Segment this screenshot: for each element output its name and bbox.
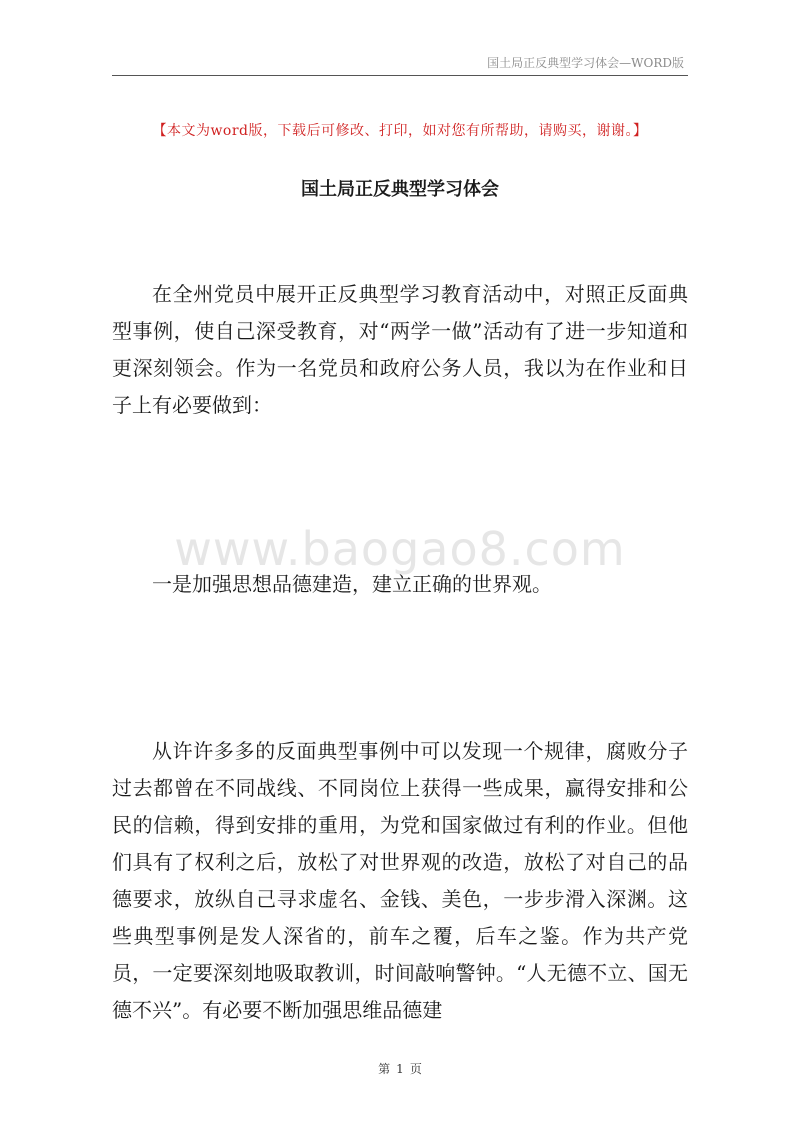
document-title: 国土局正反典型学习体会 xyxy=(301,179,499,200)
footer-suffix: 页 xyxy=(409,1062,422,1076)
footer-prefix: 第 xyxy=(378,1062,391,1076)
running-header: 国土局正反典型学习体会—WORD版 xyxy=(487,56,684,70)
page-number: 1 xyxy=(396,1062,404,1076)
paragraph-body: 从许许多多的反面典型事例中可以发现一个规律，腐败分子过去都曾在不同战线、不同岗位上获得一些成果，赢得安排和公民的信赖，得到安排的重用，为党和国家做过有利的作业。但他们具有了权利之后，放松了对世界观的改造，放松了对自己的品德要求，放纵自己寻求虚名、金钱、美色，一步步滑入深渊。这些典型事例是发人深省的，前车之覆，后车之鉴。作为共产党员，一定要深刻地吸取教训，时间敲响警钟。“人无德不立、国无德不兴”。有必要不断加强思维品德建 xyxy=(112,739,688,1022)
download-notice: 【本文为word版，下载后可修改、打印，如对您有所帮助，请购买，谢谢。】 xyxy=(152,123,648,139)
paragraph-body-container xyxy=(112,733,688,1033)
paragraph-point-one: 一是加强思想品德建造，建立正确的世界观。 xyxy=(152,572,552,596)
page-footer xyxy=(0,1060,800,1077)
paragraph-intro: 在全州党员中展开正反典型学习教育活动中，对照正反面典型事例，使自己深受教育，对“两学一做”活动有了进一步知道和更深刻领会。作为一名党员和政府公务人员，我以为在作业和日子上有必要做到： xyxy=(112,282,688,417)
watermark: www.baogao8.com xyxy=(174,522,626,576)
header-divider xyxy=(112,75,688,76)
